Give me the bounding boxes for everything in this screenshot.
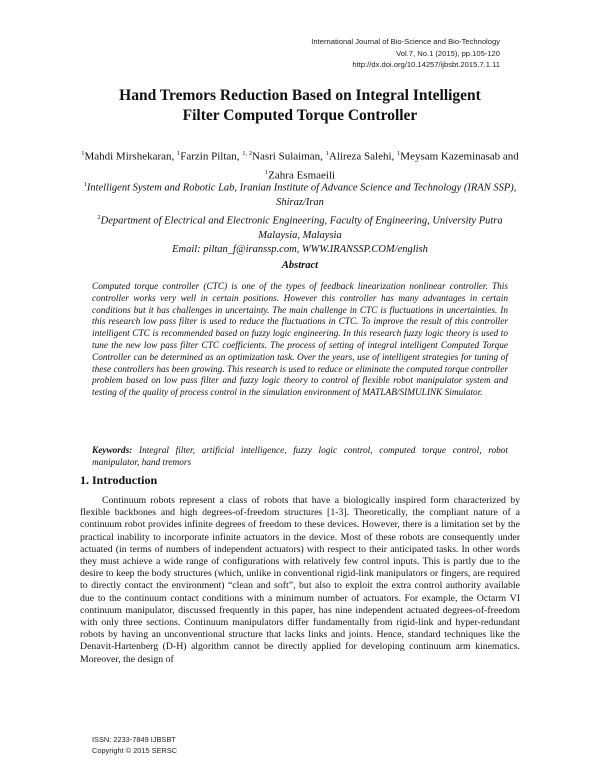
affiliation-1-sup: 1 [83,181,87,188]
affiliation-1-text: Intelligent System and Robotic Lab, Iranian Institute of Advance Science and Technology (IRAN SSP), Shiraz/Iran [86,182,517,208]
page-footer [92,734,177,756]
author-2: Farzin Piltan, [180,150,243,163]
abstract-text: Computed torque controller (CTC) is one of the types of feedback linearization nonlinear controller. This controller works very well in certain positions. However this controller has many advantages in certain conditions but it has challenges in uncertainty. The main challenge in CTC is fluctuations in uncertainties. In this research low pass filter is used to reduce the fluctuations in CTC. To improve the result of this controller intelligent CTC is recommended based on fuzzy logic engineering. In this research fuzzy logic theory is used to tune the new low pass filter CTC coefficients. The process of setting of integral intelligent Computed Torque Controller can be determined as an optimization task. Over the years, use of intelligent strategies for tuning of these controllers has been growing. This research is used to reduce or eliminate the computed torque controller problem based on low pass filter and fuzzy logic theory to control of flexible robot manipulator system and testing of the quality of process control in the simulation environment of MATLAB/SIMULINK Simulator. [92,282,508,399]
author-2-sup: 1 [177,150,181,157]
journal-doi[interactable]: http://dx.doi.org/10.14257/ijbsbt.2015.7.1.11 [352,60,500,69]
introduction-text: Continuum robots represent a class of robots that have a biologically inspired form characterized by flexible backbones and high degrees-of-freedom structures [1-3]. Theoretically, the compliant nature of a continuum robot provides infinite degrees of freedom to these devices. However, there is a limitation set by the practical inability to incorporate infinite actuators in the device. Most of these robots are consequently under actuated (in terms of numbers of independent actuators) with respect to their anticipated tasks. In other words they must achieve a wide range of configurations with relatively few control inputs. This is partly due to the desire to keep the body structures (which, unlike in conventional rigid-link manipulators or fingers, are required to directly contact the environment) “clean and soft”, but also to exploit the extra control authority available due to the continuum contact conditions with a minimum number of actuators. For example, the Octarm VI continuum manipulator, discussed frequently in this paper, has nine independent actuated degrees-of-freedom with only three sections. Continuum manipulators differ fundamentally from rigid-link and hyper-redundant robots by having an unconventional structure that lacks links and joints. Hence, standard techniques like the Denavit-Hartenberg (D-H) algorithm cannot be directly applied for developing continuum arm kinematics. Moreover, the design of [80,495,520,665]
affiliation-2-sup: 2 [97,213,101,221]
affiliation-1 [80,178,520,211]
author-4: Alireza Salehi, [328,150,398,163]
author-1: Mahdi Mirshekaran, [84,150,177,163]
keywords [92,446,508,470]
keywords-text: Integral filter, artificial intelligence, fuzzy logic control, computed torque control, robot manipulator, hand tremors [92,446,508,468]
paper-title [80,86,520,126]
journal-volume: Vol.7, No.1 (2015), pp.105-120 [396,48,500,58]
journal-name: International Journal of Bio-Science and Bio-Technology [311,37,500,46]
abstract-heading: Abstract [281,260,319,271]
affiliation-2-text: Department of Electrical and Electronic Engineering, Faculty of Engineering, University Putra Malaysia, Malaysia [100,215,503,241]
author-3: Nasri Sulaiman, [252,150,326,163]
affiliations [80,178,520,258]
keywords-label: Keywords: [92,446,133,456]
footer-issn: ISSN: 2233-7849 IJBSBT [92,735,176,744]
section-heading-introduction: 1. Introduction [80,473,158,487]
author-6: Zahra Esmaeili [268,169,336,182]
title-line-1: Hand Tremors Reduction Based on Integral Intelligent [119,87,481,104]
affiliation-2 [80,211,520,244]
author-5: Meysam Kazeminasab and [400,150,519,163]
title-line-2: Filter Computed Torque Controller [182,107,418,124]
journal-header [220,36,500,71]
author-1-sup: 1 [81,150,85,157]
author-6-sup: 1 [264,168,269,176]
author-5-sup: 1 [397,150,401,157]
author-4-sup: 1 [325,150,329,157]
author-3-sup: 1, 2 [242,150,253,157]
footer-copyright: Copyright © 2015 SERSC [92,746,178,755]
contact-email[interactable]: Email: piltan_f@iranssp.com, WWW.IRANSSP.COM/english [172,244,428,255]
